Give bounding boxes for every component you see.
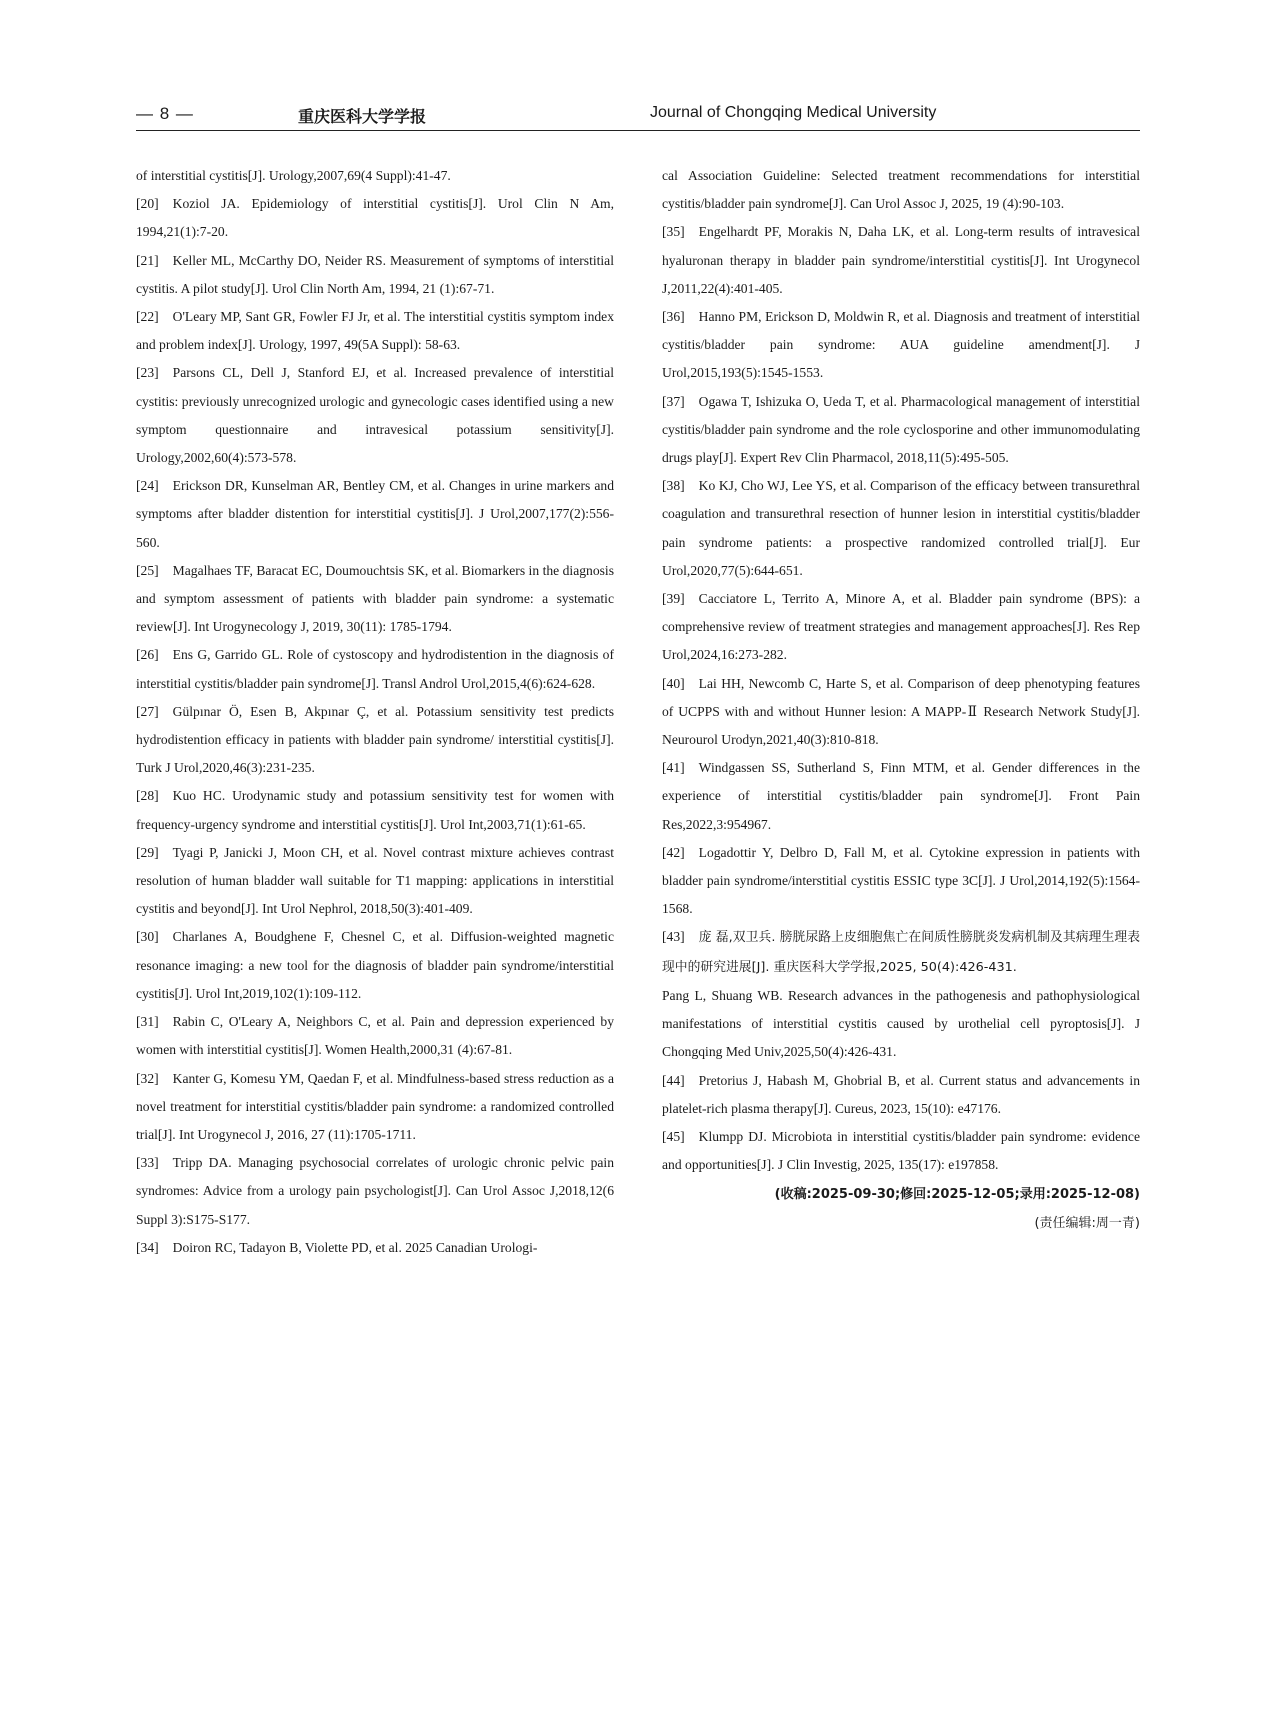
reference-number: [43] xyxy=(662,929,685,945)
reference-number: [30] xyxy=(136,929,159,945)
reference-text: Ko KJ, Cho WJ, Lee YS, et al. Comparison of the efficacy between transurethral coagulation and transurethral resection of hunner lesion in interstitial cystitis/bladder pain syndrome patients: a prospective randomized controlled trial[J]. Eur Urol,2020,77(5):644-651. xyxy=(662,478,1140,578)
reference-number: [27] xyxy=(136,703,159,719)
reference-text: Hanno PM, Erickson D, Moldwin R, et al. Diagnosis and treatment of interstitial cystitis/bladder pain syndrome: AUA guideline amendment[J]. J Urol,2015,193(5):1545-1553. xyxy=(662,309,1140,381)
reference-text: Koziol JA. Epidemiology of interstitial cystitis[J]. Urol Clin N Am, 1994,21(1):7-20. xyxy=(136,196,614,240)
reference-text: Ogawa T, Ishizuka O, Ueda T, et al. Pharmacological management of interstitial cystitis/bladder pain syndrome and the role cyclosporine and other immunomodulating drugs play[J]. Expert Rev Clin Pharmacol, 2018,11(5):495-505. xyxy=(662,393,1140,466)
reference-text: Ens G, Garrido GL. Role of cystoscopy and hydrodistention in the diagnosis of interstitial cystitis/bladder pain syndrome[J]. Transl Androl Urol,2015,4(6):624-628. xyxy=(136,647,614,691)
reference-item xyxy=(136,839,614,924)
reference-text: Keller ML, McCarthy DO, Neider RS. Measurement of symptoms of interstitial cystitis. A pilot study[J]. Urol Clin North Am, 1994, 21 (1):67-71. xyxy=(136,252,614,296)
submission-dates: (收稿:2025-09-30;修回:2025-12-05;录用:2025-12-08) xyxy=(774,1187,1140,1203)
journal-title-en: Journal of Chongqing Medical University xyxy=(650,104,937,121)
reference-number: [35] xyxy=(662,224,685,240)
reference-number: [26] xyxy=(136,647,159,663)
reference-item xyxy=(136,1065,614,1150)
reference-text: O'Leary MP, Sant GR, Fowler FJ Jr, et al. The interstitial cystitis symptom index and problem index[J]. Urology, 1997, 49(5A Suppl): 58-63. xyxy=(136,309,614,353)
reference-item xyxy=(136,1149,614,1234)
reference-text: Kuo HC. Urodynamic study and potassium sensitivity test for women with frequency-urgency syndrome and interstitial cystitis[J]. Urol Int,2003,71(1):61-65. xyxy=(136,788,614,832)
reference-number: [21] xyxy=(136,252,159,268)
reference-item xyxy=(136,557,614,642)
responsible-editor: (责任编辑:周一青) xyxy=(1034,1215,1140,1231)
reference-text: cal Association Guideline: Selected treatment recommendations for interstitial cystitis/bladder pain syndrome[J]. Can Urol Assoc J, 2025, 19 (4):90-103. xyxy=(662,168,1140,212)
reference-text: Klumpp DJ. Microbiota in interstitial cystitis/bladder pain syndrome: evidence and opportunities[J]. J Clin Investig, 2025, 135(17): e197858. xyxy=(662,1128,1140,1173)
reference-number: [22] xyxy=(136,309,159,325)
reference-number: [28] xyxy=(136,788,159,804)
reference-item xyxy=(662,388,1140,473)
reference-item xyxy=(136,472,614,557)
reference-text: Magalhaes TF, Baracat EC, Doumouchtsis SK, et al. Biomarkers in the diagnosis and symptom assessment of patients with bladder pain syndrome: a systematic review[J]. Int Urogynecology J, 2019, 30(11): 1785-1794. xyxy=(136,562,614,635)
reference-text: 庞 磊,双卫兵. 膀胱尿路上皮细胞焦亡在间质性膀胱炎发病机制及其病理生理表现中的研究进展[J]. 重庆医科大学学报,2025, 50(4):426-431. xyxy=(662,930,1140,975)
reference-number: [32] xyxy=(136,1070,159,1086)
reference-number: [23] xyxy=(136,365,159,381)
reference-number: [44] xyxy=(662,1072,685,1088)
reference-text: Kanter G, Komesu YM, Qaedan F, et al. Mindfulness-based stress reduction as a novel treatment for interstitial cystitis/bladder pain syndrome: a randomized controlled trial[J]. Int Urogynecol J, 2016, 27 (11):1705-1711. xyxy=(136,1070,614,1142)
reference-item xyxy=(662,585,1140,670)
reference-number: [34] xyxy=(136,1239,159,1255)
reference-text: Pang L, Shuang WB. Research advances in the pathogenesis and pathophysiological manifestations of interstitial cystitis caused by urothelial cell pyroptosis[J]. J Chongqing Med Univ,2025,50(4):426-431. xyxy=(662,987,1140,1060)
references-left-column xyxy=(136,162,614,1262)
reference-item xyxy=(136,698,614,783)
reference-text: Lai HH, Newcomb C, Harte S, et al. Comparison of deep phenotyping features of UCPPS with and without Hunner lesion: A MAPP-Ⅱ Research Network Study[J]. Neurourol Urodyn,2021,40(3):810-818. xyxy=(662,675,1140,748)
reference-text: Tripp DA. Managing psychosocial correlates of urologic chronic pelvic pain syndromes: Advice from a urology pain psychologist[J]. Can Urol Assoc J,2018,12(6 Suppl 3):S175-S177. xyxy=(136,1155,614,1227)
reference-text: Logadottir Y, Delbro D, Fall M, et al. Cytokine expression in patients with bladder pain syndrome/interstitial cystitis ESSIC type 3C[J]. J Urol,2014,192(5):1564-1568. xyxy=(662,844,1140,917)
reference-item xyxy=(662,670,1140,755)
reference-text: Gülpınar Ö, Esen B, Akpınar Ç, et al. Potassium sensitivity test predicts hydrodistention efficacy in patients with bladder pain syndrome/ interstitial cystitis[J]. Turk J Urol,2020,46(3):231-235. xyxy=(136,703,614,776)
reference-text: Parsons CL, Dell J, Stanford EJ, et al. Increased prevalence of interstitial cystitis: previously unrecognized urologic and gynecologic cases identified using a new symptom questionnaire and intravesical potassium sensitivity[J]. Urology,2002,60(4):573-578. xyxy=(136,365,614,466)
reference-number: [20] xyxy=(136,196,159,212)
reference-item xyxy=(136,1234,614,1262)
reference-item xyxy=(136,923,614,1008)
reference-text: Pretorius J, Habash M, Ghobrial B, et al. Current status and advancements in platelet-rich plasma therapy[J]. Cureus, 2023, 15(10): e47176. xyxy=(662,1072,1140,1116)
reference-item xyxy=(662,303,1140,388)
reference-item xyxy=(136,782,614,838)
reference-text: Windgassen SS, Sutherland S, Finn MTM, et al. Gender differences in the experience of interstitial cystitis/bladder pain syndrome[J]. Front Pain Res,2022,3:954967. xyxy=(662,760,1140,832)
reference-item xyxy=(136,162,614,190)
reference-number: [41] xyxy=(662,760,685,776)
reference-number: [40] xyxy=(662,675,685,691)
reference-number: [25] xyxy=(136,562,159,578)
reference-item xyxy=(662,1123,1140,1179)
reference-text: Rabin C, O'Leary A, Neighbors C, et al. Pain and depression experienced by women with interstitial cystitis[J]. Women Health,2000,31 (4):67-81. xyxy=(136,1014,614,1058)
reference-text: Cacciatore L, Territo A, Minore A, et al. Bladder pain syndrome (BPS): a comprehensive review of treatment strategies and management approaches[J]. Res Rep Urol,2024,16:273-282. xyxy=(662,591,1140,663)
journal-title-cn: 重庆医科大学学报 xyxy=(298,107,427,126)
reference-item xyxy=(136,303,614,359)
reference-item xyxy=(136,359,614,472)
reference-item xyxy=(136,247,614,303)
reference-number: [37] xyxy=(662,393,685,409)
reference-item xyxy=(662,1067,1140,1123)
reference-number: [33] xyxy=(136,1155,159,1171)
reference-number: [36] xyxy=(662,309,685,325)
reference-item xyxy=(662,754,1140,839)
reference-item xyxy=(662,923,1140,981)
references-right-column xyxy=(662,162,1140,1238)
reference-item xyxy=(662,218,1140,303)
reference-item xyxy=(136,641,614,697)
reference-number: [45] xyxy=(662,1128,685,1144)
running-header xyxy=(136,100,1140,131)
references-right-list xyxy=(662,162,1140,1179)
reference-item xyxy=(662,839,1140,924)
reference-number: [29] xyxy=(136,844,159,860)
reference-item xyxy=(662,982,1140,1067)
reference-text: of interstitial cystitis[J]. Urology,2007,69(4 Suppl):41-47. xyxy=(136,168,451,183)
reference-number: [38] xyxy=(662,478,685,494)
reference-number: [39] xyxy=(662,591,685,607)
reference-text: Charlanes A, Boudghene F, Chesnel C, et al. Diffusion-weighted magnetic resonance imaging: a new tool for the diagnosis of bladder pain syndrome/interstitial cystitis[J]. Urol Int,2019,102(1):109-112. xyxy=(136,929,614,1001)
reference-item xyxy=(662,472,1140,585)
reference-number: [31] xyxy=(136,1014,159,1030)
reference-number: [24] xyxy=(136,478,159,494)
page-number: — 8 — xyxy=(136,104,194,123)
reference-text: Tyagi P, Janicki J, Moon CH, et al. Novel contrast mixture achieves contrast resolution of human bladder wall suitable for T1 mapping: applications in interstitial cystitis and beyond[J]. Int Urol Nephrol, 2018,50(3):401-409. xyxy=(136,844,614,917)
reference-text: Erickson DR, Kunselman AR, Bentley CM, et al. Changes in urine markers and symptoms after bladder distention for interstitial cystitis[J]. J Urol,2007,177(2):556-560. xyxy=(136,478,614,550)
reference-item xyxy=(136,1008,614,1064)
reference-text: Doiron RC, Tadayon B, Violette PD, et al. 2025 Canadian Urologi- xyxy=(172,1239,538,1255)
reference-item xyxy=(662,162,1140,218)
reference-text: Engelhardt PF, Morakis N, Daha LK, et al. Long-term results of intravesical hyaluronan therapy in bladder pain syndrome/interstitial cystitis[J]. Int Urogynecol J,2011,22(4):401-405. xyxy=(662,224,1140,296)
reference-item xyxy=(136,190,614,246)
reference-number: [42] xyxy=(662,844,685,860)
